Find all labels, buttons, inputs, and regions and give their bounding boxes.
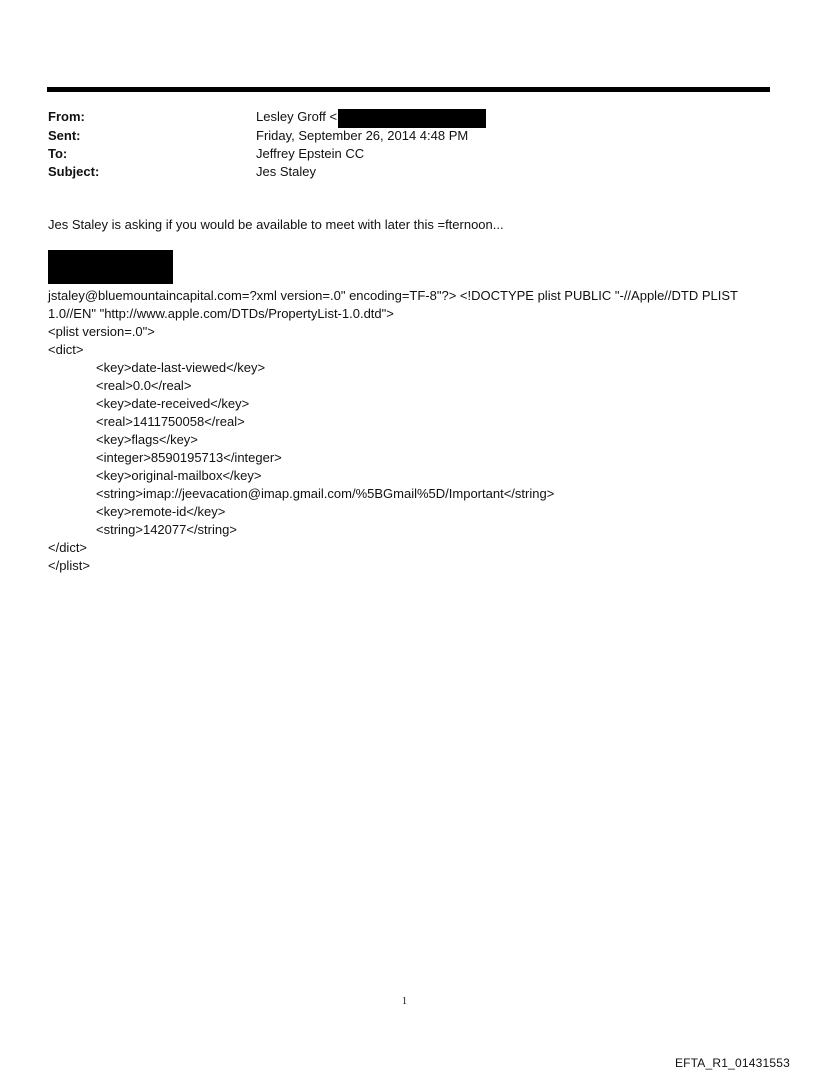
plist-line: jstaley@bluemountaincapital.com=?xml version=.0" encoding=TF-8"?> <!DOCTYPE plist PUBLIC "-//Apple//DTD PLIST [48,288,738,303]
from-label: From: [48,109,85,124]
plist-entry: <string>imap://jeevacation@imap.gmail.com/%5BGmail%5D/Important</string> [96,486,555,501]
plist-entry: <key>original-mailbox</key> [96,468,262,483]
plist-line: </plist> [48,558,90,573]
from-name: Lesley Groff < [256,109,338,124]
document-id: EFTA_R1_01431553 [674,1056,790,1070]
plist-entry: <integer>8590195713</integer> [96,450,282,465]
email-header [48,108,486,181]
plist-entry: <key>remote-id</key> [96,504,226,519]
redacted-signature-block [48,250,173,284]
sent-value: Friday, September 26, 2014 4:48 PM [256,128,469,143]
sent-row [48,127,486,145]
from-value [256,108,486,127]
subject-label: Subject: [48,164,100,179]
subject-value: Jes Staley [256,164,316,179]
header-rule [47,87,770,92]
plist-entry: <string>142077</string> [96,522,237,537]
plist-entry: <key>flags</key> [96,432,198,447]
plist-line: <dict> [48,342,84,357]
plist-entry: <real>1411750058</real> [96,414,245,429]
plist-line: 1.0//EN" "http://www.apple.com/DTDs/PropertyList-1.0.dtd"> [48,306,394,321]
plist-content [48,287,768,575]
subject-row [48,163,486,181]
from-row [48,108,486,127]
to-row [48,145,486,163]
plist-entry: <real>0.0</real> [96,378,192,393]
redacted-email [338,109,486,128]
plist-entry: <key>date-last-viewed</key> [96,360,266,375]
to-label: To: [48,146,68,161]
page-number: 1 [402,996,407,1007]
message-body: Jes Staley is asking if you would be available to meet with later this =fternoon... [48,217,504,232]
plist-line: </dict> [48,540,88,555]
plist-entry: <key>date-received</key> [96,396,250,411]
sent-label: Sent: [48,128,81,143]
plist-line: <plist version=.0"> [48,324,155,339]
to-value: Jeffrey Epstein CC [256,146,365,161]
